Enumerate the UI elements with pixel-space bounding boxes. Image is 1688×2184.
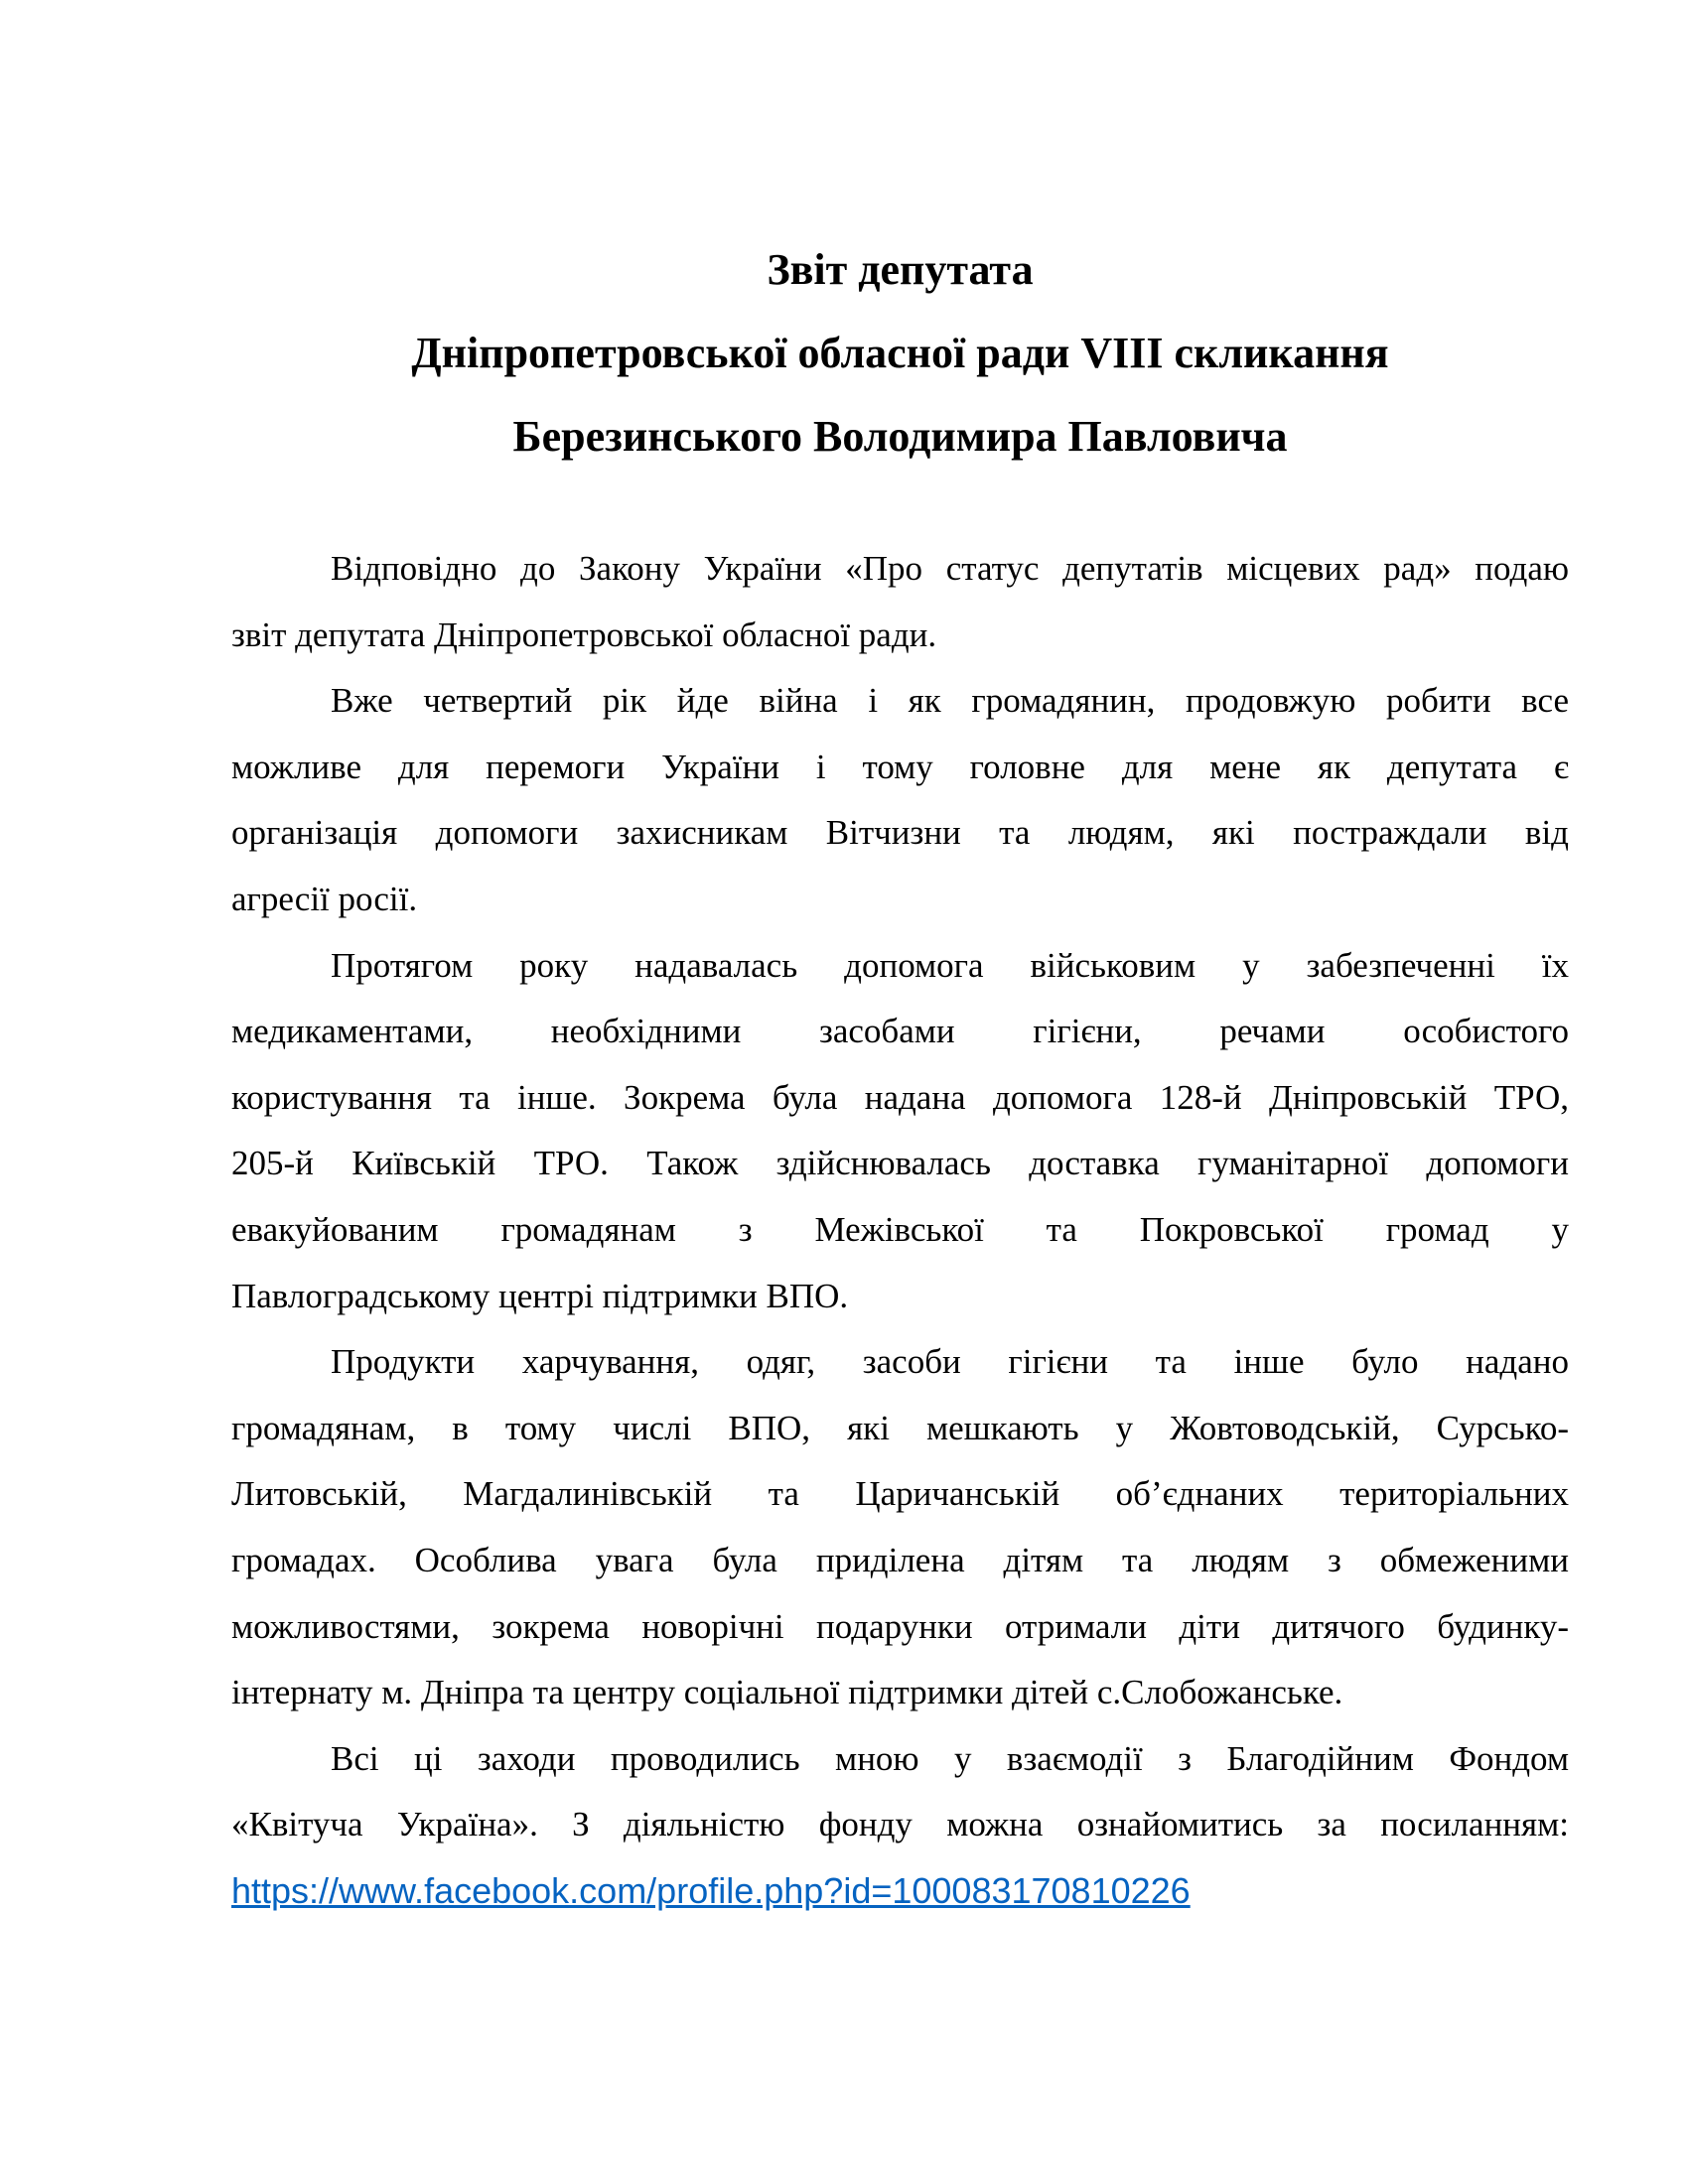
title-line-3: Березинського Володимира Павловича xyxy=(512,412,1288,461)
paragraph-1-line: звіт депутата Дніпропетровської обласної ради. xyxy=(231,614,937,654)
title-line-2: Дніпропетровської обласної ради VIII скликання xyxy=(411,329,1389,377)
document-body xyxy=(231,536,1569,1924)
paragraph-4-line: можливостями, зокрема новорічні подарунки отримали діти дитячого будинку- xyxy=(231,1606,1569,1646)
paragraph-2-line: можливе для перемоги України і тому головне для мене як депутата є xyxy=(231,747,1569,786)
paragraph-2-line: Вже четвертий рік йде війна і як громадянин, продовжую робити все xyxy=(331,681,1569,721)
paragraph-3-line: Протягом року надавалась допомога військовим у забезпеченні їх xyxy=(331,945,1569,985)
paragraph-4-line: інтернату м. Дніпра та центру соціальної підтримки дітей с.Слобожанське. xyxy=(231,1673,1343,1712)
paragraph-3-line: медикаментами, необхідними засобами гігієни, речами особистого xyxy=(231,1012,1569,1051)
paragraph-3-line: Павлоградському центрі підтримки ВПО. xyxy=(231,1276,849,1315)
paragraph-4-line: громадянам, в тому числі ВПО, які мешкають у Жовтоводській, Сурсько- xyxy=(231,1408,1569,1447)
paragraph-2-line: агресії росії. xyxy=(231,879,418,918)
paragraph-3-line: евакуйованим громадянам з Межівської та Покровської громад у xyxy=(231,1209,1569,1249)
document-title xyxy=(231,228,1569,478)
facebook-profile-link[interactable]: https://www.facebook.com/profile.php?id=100083170810226 xyxy=(231,1869,1191,1911)
title-line-1: Звіт депутата xyxy=(767,245,1034,294)
paragraph-3-line: 205-й Київській ТРО. Також здійснювалась доставка гуманітарної допомоги xyxy=(231,1144,1569,1183)
paragraph-3-line: користування та інше. Зокрема була надана допомога 128-й Дніпровській ТРО, xyxy=(231,1077,1569,1117)
link-line xyxy=(231,1858,1569,1925)
paragraph-1-line: Відповідно до Закону України «Про статус депутатів місцевих рад» подаю xyxy=(331,549,1569,588)
paragraph-5-line: Всі ці заходи проводились мною у взаємодії з Благодійним Фондом xyxy=(331,1738,1569,1778)
paragraph-2-line: організація допомоги захисникам Вітчизни та людям, які постраждали від xyxy=(231,813,1569,853)
paragraph-4-line: громадах. Особлива увага була приділена дітям та людям з обмеженими xyxy=(231,1540,1569,1579)
paragraph-4-line: Литовській, Магдалинівській та Царичанській об’єднаних територіальних xyxy=(231,1474,1569,1514)
paragraph-5-line: «Квітуча Україна». З діяльністю фонду можна ознайомитись за посиланням: xyxy=(231,1805,1569,1844)
paragraph-4-line: Продукти харчування, одяг, засоби гігієни та інше було надано xyxy=(331,1342,1569,1382)
